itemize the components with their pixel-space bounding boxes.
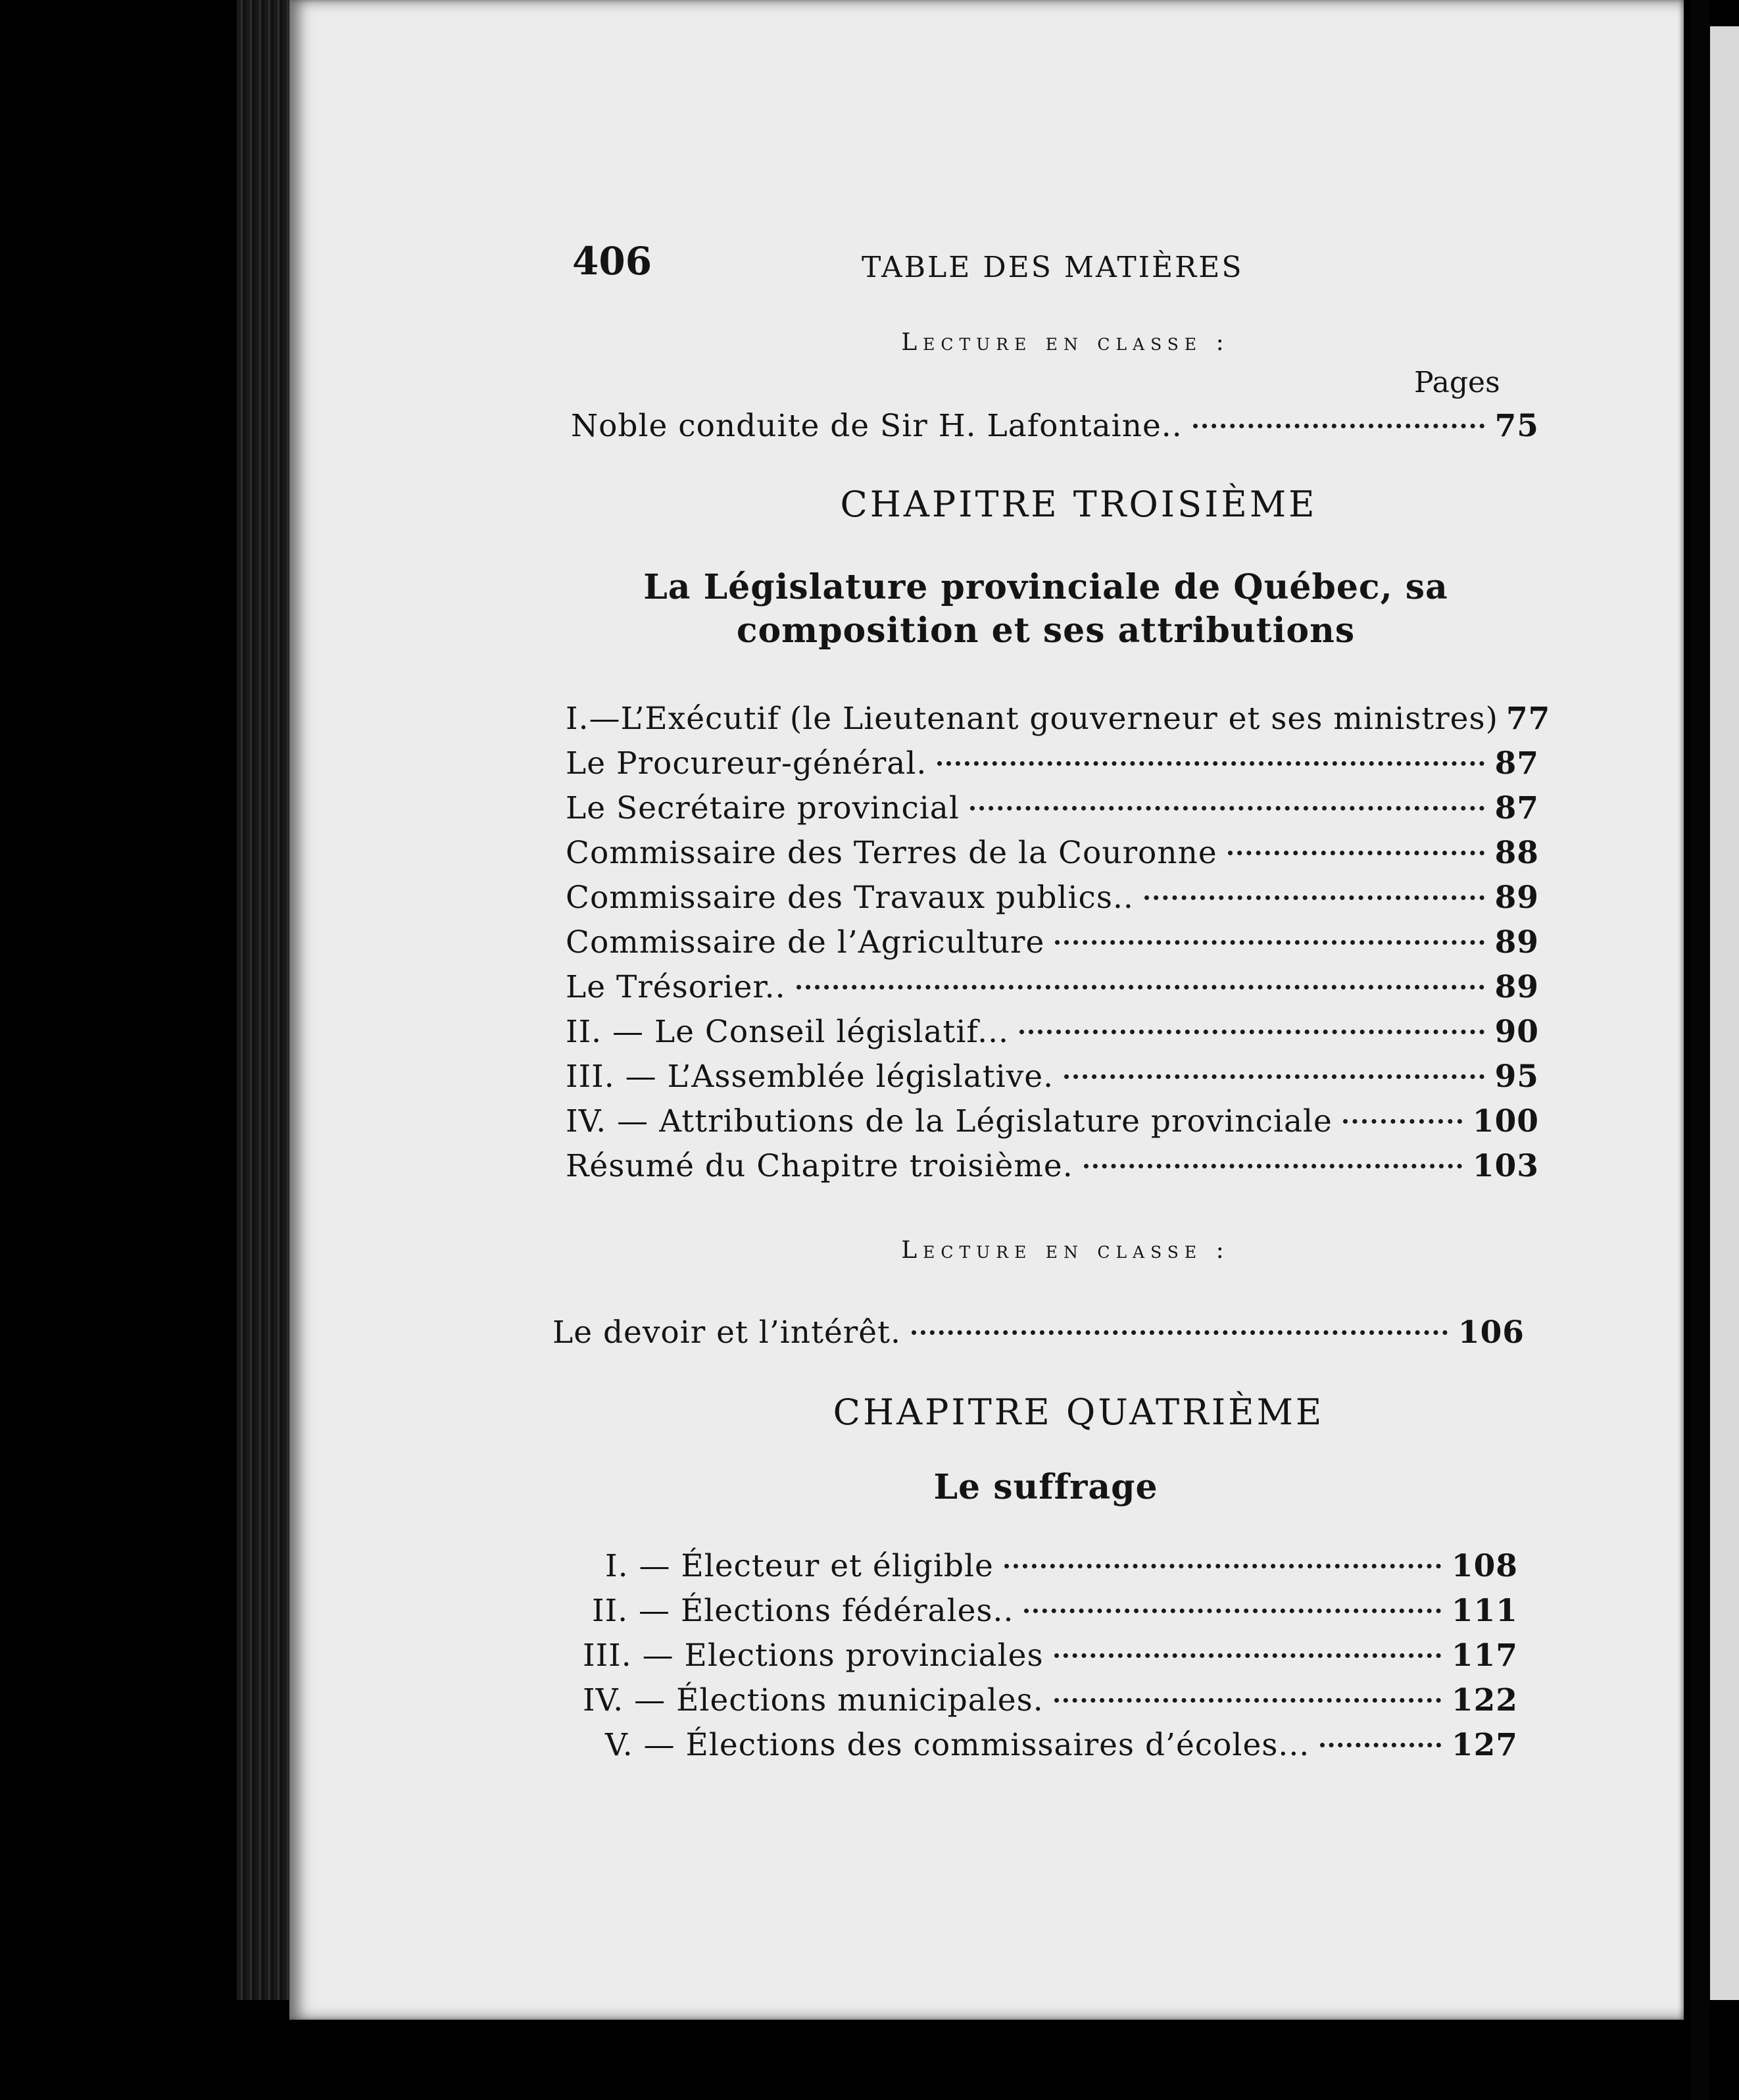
toc-entry (605, 1725, 1518, 1766)
toc-entry-page: 111 (1451, 1593, 1518, 1629)
dot-leader (970, 806, 1484, 811)
next-page-edge (1710, 26, 1739, 2000)
right-gutter (1690, 0, 1710, 2100)
toc-entry (566, 699, 1551, 739)
dot-leader (1019, 1030, 1484, 1034)
toc-entry (566, 922, 1539, 963)
toc-entry-page: 122 (1451, 1682, 1518, 1718)
toc-entry-page: 100 (1472, 1103, 1539, 1139)
toc-entry-page: 89 (1494, 924, 1539, 961)
toc-entry-page: 75 (1494, 408, 1539, 444)
toc-entry-page: 87 (1494, 790, 1539, 826)
toc-entry-title: I. — Électeur et éligible (605, 1548, 994, 1584)
toc-entry (566, 833, 1539, 874)
toc-entry-page: 89 (1494, 969, 1539, 1005)
toc-entry (566, 878, 1539, 918)
toc-entry (566, 788, 1539, 829)
running-title: TABLE DES MATIÈRES (862, 251, 1244, 284)
chapter-3-heading: CHAPITRE TROISIÈME (840, 484, 1317, 525)
toc-entry-page: 106 (1457, 1314, 1525, 1351)
toc-entry-title: Le Secrétaire provincial (566, 790, 960, 826)
toc-entry (592, 1591, 1518, 1632)
toc-entry (566, 1012, 1539, 1053)
toc-entry-page: 89 (1494, 880, 1539, 916)
toc-entry-title: III. — L’Assemblée législative. (566, 1059, 1054, 1095)
toc-entry-page: 90 (1494, 1014, 1539, 1050)
toc-entry-title: Le devoir et l’intérêt. (552, 1314, 901, 1351)
toc-entry-title: II. — Élections fédérales.. (592, 1593, 1014, 1629)
toc-entry-title: V. — Élections des commissaires d’écoles... (605, 1727, 1310, 1763)
toc-entry (566, 1057, 1539, 1097)
toc-entry-page: 88 (1494, 835, 1539, 871)
toc-entry-page: 108 (1451, 1548, 1518, 1584)
toc-entry-title: Noble conduite de Sir H. Lafontaine.. (571, 408, 1183, 444)
toc-entry-title: Commissaire des Travaux publics.. (566, 880, 1134, 916)
reading-label-2: Lecture en classe : (901, 1237, 1230, 1264)
toc-entry-title: Commissaire des Terres de la Couronne (566, 835, 1217, 871)
dot-leader (1320, 1743, 1441, 1747)
toc-entry-page: 117 (1451, 1638, 1518, 1674)
toc-entry (583, 1680, 1518, 1721)
toc-entry-title: IV. — Attributions de la Législature provinciale (566, 1103, 1333, 1139)
chapter-3-subtitle: La Législature provinciale de Québec, sa composition et ses attributions (643, 567, 1448, 651)
chapter-4-subtitle: Le suffrage (933, 1467, 1158, 1507)
dot-leader (912, 1330, 1448, 1335)
toc-entry-page: 87 (1494, 745, 1539, 782)
toc-entry-reading-1 (571, 406, 1539, 447)
toc-entry-title: Commissaire de l’Agriculture (566, 924, 1045, 961)
dot-leader (1004, 1564, 1441, 1568)
dot-leader (1024, 1609, 1440, 1613)
dot-leader (1084, 1164, 1462, 1168)
toc-entry (566, 743, 1539, 784)
toc-entry-title: III. — Elections provinciales (583, 1638, 1044, 1674)
dot-leader (1054, 1653, 1441, 1658)
dot-leader (796, 985, 1484, 989)
toc-entry-page: 95 (1494, 1059, 1539, 1095)
dot-leader (1193, 424, 1484, 428)
dot-leader (937, 761, 1484, 766)
toc-entry-page: 103 (1472, 1148, 1539, 1184)
dot-leader (1228, 851, 1484, 855)
toc-entry-page: 127 (1451, 1727, 1518, 1763)
toc-entry-title: I.—L’Exécutif (le Lieutenant gouverneur et ses ministres) (566, 701, 1498, 737)
toc-entry-title: Le Procureur-général. (566, 745, 927, 782)
toc-entry (566, 1146, 1539, 1187)
page-number: 406 (572, 239, 652, 284)
toc-entry (583, 1636, 1518, 1676)
dot-leader (1064, 1074, 1484, 1079)
toc-entry-page: 77 (1506, 701, 1551, 737)
dot-leader (1144, 895, 1484, 900)
dot-leader (1054, 1698, 1441, 1703)
toc-entry-title: Le Trésorier.. (566, 969, 786, 1005)
toc-entry-reading-2 (552, 1312, 1525, 1353)
toc-entry (566, 967, 1539, 1008)
chapter-4-heading: CHAPITRE QUATRIÈME (833, 1391, 1325, 1433)
reading-label-1: Lecture en classe : (901, 329, 1230, 356)
toc-entry (605, 1546, 1518, 1587)
toc-entry-title: Résumé du Chapitre troisième. (566, 1148, 1073, 1184)
dot-leader (1055, 940, 1484, 945)
running-head (572, 234, 1703, 293)
toc-entry (566, 1101, 1539, 1142)
dot-leader (1343, 1119, 1462, 1124)
toc-entry-title: II. — Le Conseil législatif... (566, 1014, 1009, 1050)
pages-label: Pages (1414, 366, 1500, 399)
toc-entry-title: IV. — Élections municipales. (583, 1682, 1044, 1718)
